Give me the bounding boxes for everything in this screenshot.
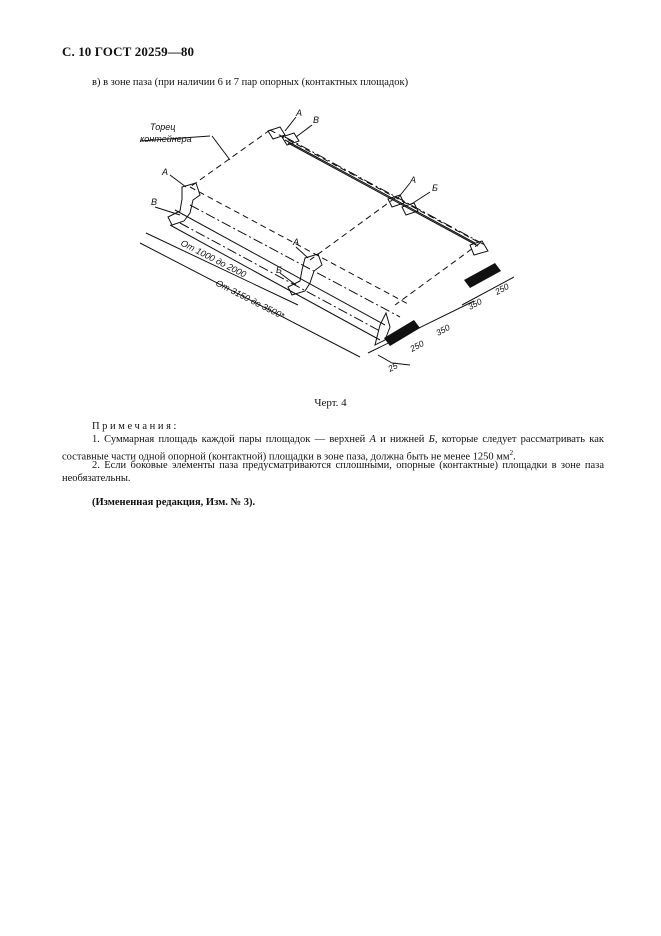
dim-inner: От 1000 до 2000 xyxy=(179,237,248,280)
dim-outer: От 3150 до 3500* xyxy=(214,277,286,322)
note-1-b: Б xyxy=(428,434,435,445)
note-1-a: А xyxy=(369,434,376,445)
page-header: С. 10 ГОСТ 20259—80 xyxy=(62,44,195,59)
label-b-top: В xyxy=(313,115,320,125)
label-a-right: А xyxy=(410,175,417,185)
label-b-right: Б xyxy=(432,183,438,193)
note-2: 2. Если боковые элементы паза предусматриваются сплошными, опорные (контактные) площадки в зоне паза необязательны. xyxy=(62,460,604,484)
label-container-end-1: Торец xyxy=(150,122,176,132)
label-a-mid: А xyxy=(293,237,300,247)
label-b-mid: Б xyxy=(276,265,282,275)
label-a-top: А xyxy=(296,108,303,118)
note-1: 1. Суммарная площадь каждой пары площадок — верхней А и нижней Б, которые следует рассматривать как составные части одной опорной (контактной) площадки в зоне паза, должна быть не менее 1250 $мм^2$. xyxy=(62,434,604,462)
intro-line: в) в зоне паза (при наличии 6 и 7 пар опорных (контактных площадок) xyxy=(92,77,409,88)
label-container-end-2: контейнера xyxy=(140,134,192,144)
figure-caption: Черт. 4 xyxy=(314,397,347,409)
note-1-sup: 2 xyxy=(509,448,514,457)
dim-350-front: 350 xyxy=(434,322,452,338)
label-b-left: В xyxy=(151,197,158,207)
dim-250-front: 250 xyxy=(408,338,426,354)
dim-25: 25 xyxy=(386,360,400,374)
dim-250-back: 250 xyxy=(493,281,511,297)
notes-heading: Примечания: xyxy=(92,421,180,432)
technical-drawing xyxy=(0,95,661,395)
amendment-note: (Измененная редакция, Изм. № 3). xyxy=(92,497,256,508)
dim-350-back: 350 xyxy=(466,296,484,312)
label-a-left: А xyxy=(162,167,169,177)
